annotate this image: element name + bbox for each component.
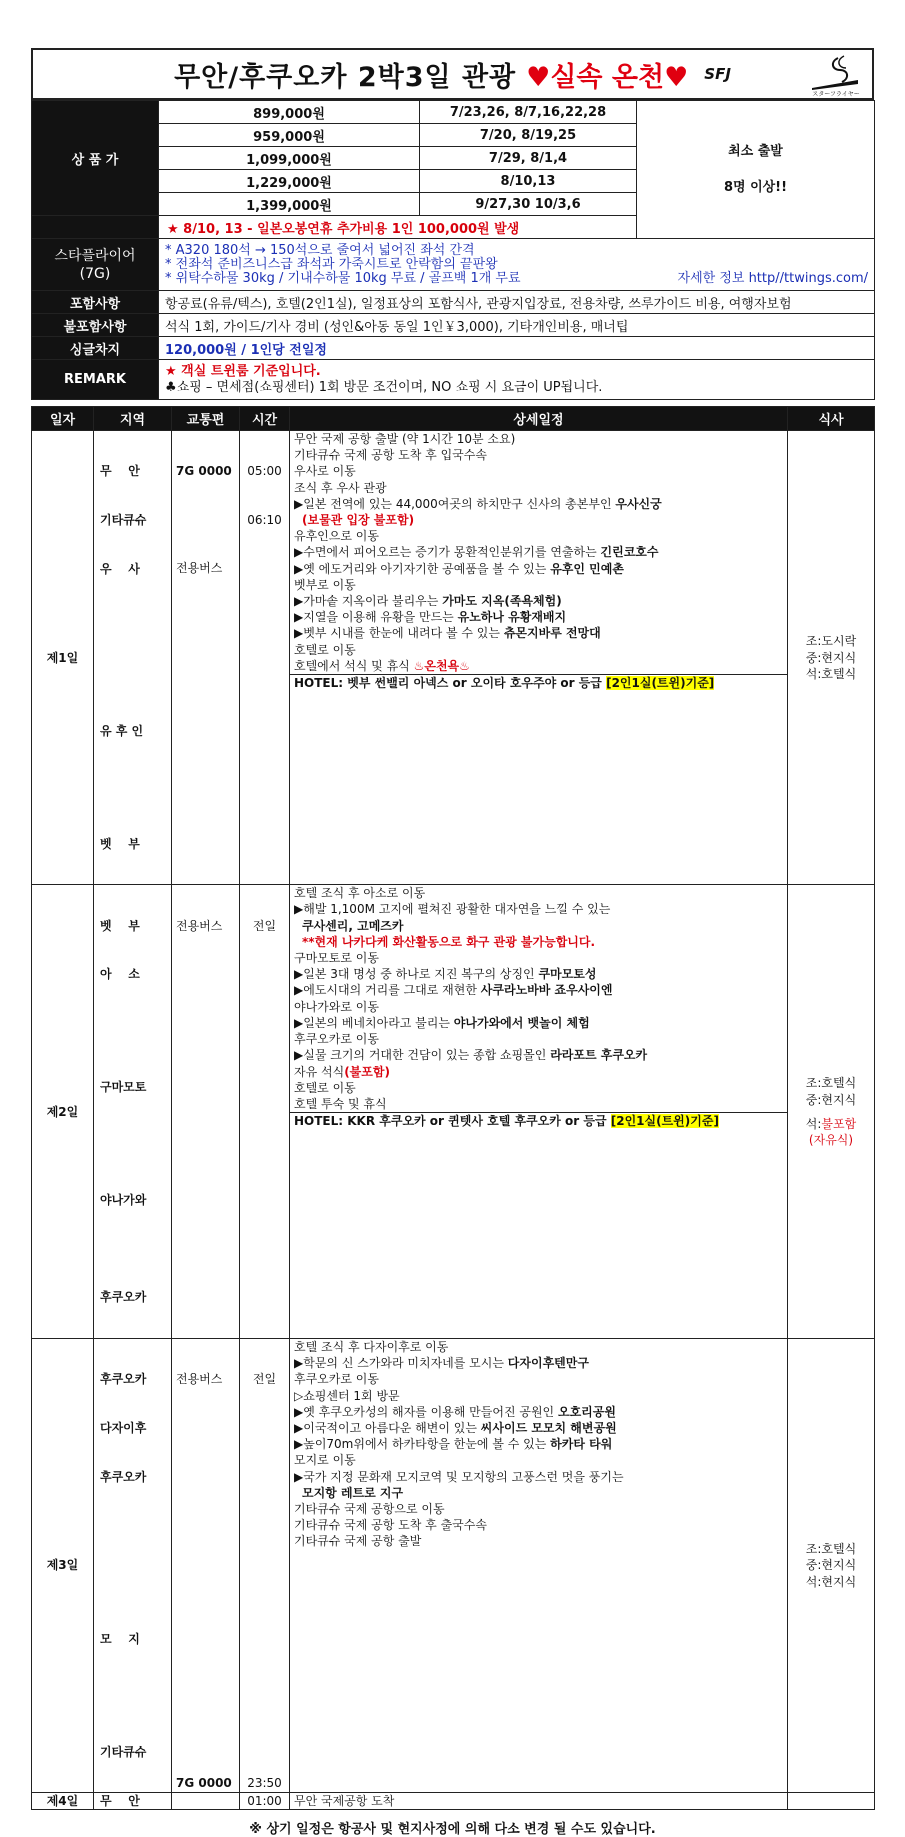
room-type: [2인1실(트윈)기준]: [610, 1114, 719, 1129]
detail-text: ▶실물 크기의 거대한 건담이 있는 종합 쇼핑몰인: [294, 1048, 547, 1063]
detail-text: ▶옛 후쿠오카성의 해자를 이용해 만들어진 공원인: [294, 1404, 555, 1419]
meal: 조:도시락: [805, 634, 857, 649]
attraction: 오호리공원: [557, 1404, 616, 1419]
attraction: 츄몬지바루 전망대: [503, 626, 601, 641]
detail-line: 쿠사센리, 고메즈카: [302, 918, 404, 933]
region: 기타큐슈: [100, 1744, 147, 1759]
single-label: 싱글차지: [32, 337, 159, 360]
detail-line: [294, 496, 787, 512]
minimum-line2: 8명 이상!!: [723, 179, 788, 195]
meal-note: (자유식): [808, 1132, 854, 1147]
region: 야나가와: [100, 1193, 147, 1208]
day1-regions: [94, 431, 172, 885]
detail-line: 조식 후 우사 관광: [294, 480, 387, 495]
attraction: 가마도 지옥(족욕체험): [442, 594, 562, 609]
price-4: 1,229,000원: [159, 170, 420, 193]
meal: 조:호텔식: [805, 1076, 857, 1091]
detail-line: 호텔로 이동: [294, 642, 356, 657]
region: 모 지: [100, 1631, 140, 1646]
surcharge-note: ★ 8/10, 13 - 일본오봉연휴 추가비용 1인 100,000원 발생: [159, 216, 637, 239]
detail-line: [294, 1064, 787, 1080]
remark-line-2: ♣쇼핑 – 면세점(쇼핑센터) 1회 방문 조건이며, NO 쇼핑 시 요금이 UP됩니다.: [165, 379, 603, 395]
attraction: 긴린코호수: [600, 545, 659, 560]
detail-line: [294, 1436, 787, 1452]
detail-line: 호텔 조식 후 아소로 이동: [294, 886, 426, 901]
day-4: 제4일: [32, 1793, 94, 1810]
day4-meals: [788, 1793, 875, 1810]
minimum-departure: [637, 101, 875, 239]
starflyer-logo-icon: [808, 54, 864, 98]
remark-label: REMARK: [32, 360, 159, 400]
meal-excluded: 불포함: [821, 1116, 857, 1131]
detail-text: ▶높이70m위에서 하카타항을 한눈에 볼 수 있는: [294, 1437, 547, 1452]
detail-text: ▶학문의 신 스가와라 미치자네를 모시는: [294, 1356, 504, 1371]
detail-line: 구마모토로 이동: [294, 951, 379, 966]
meal: 석:현지식: [805, 1574, 857, 1589]
excluded-text: 석식 1회, 가이드/기사 경비 (성인&아동 동일 1인￥3,000), 기타개인비용, 매너팁: [159, 314, 875, 337]
attraction: 쿠마모토성: [538, 967, 597, 982]
detail-text: ▶지열을 이용해 유황을 만드는: [294, 610, 454, 625]
time: 23:50: [247, 1776, 282, 1790]
remark-line-1: ★ 객실 트윈룸 기준입니다.: [165, 363, 321, 379]
title-highlight: ♥실속 온천♥: [526, 61, 689, 93]
detail-text: ▶벳부 시내를 한눈에 내려다 볼 수 있는: [294, 626, 500, 641]
time: 05:00: [247, 464, 282, 479]
day2-detail: [290, 885, 788, 1339]
day4-region: 무 안: [94, 1793, 172, 1810]
minimum-line1: 최소 출발: [728, 143, 783, 159]
detail-line: (보물관 입장 불포함): [302, 513, 415, 528]
brand-label: SFJ: [704, 65, 731, 83]
detail-line: [294, 966, 787, 982]
region: 벳 부: [100, 918, 140, 933]
header-region: 지역: [94, 407, 172, 431]
page-title: 무안/후쿠오카 2박3일 관광: [174, 61, 517, 93]
itinerary-table: [31, 406, 875, 1810]
region: 아 소: [100, 967, 140, 982]
starflyer-link[interactable]: 자세한 정보 http//ttwings.com/: [677, 270, 868, 286]
flight-number: 7G 0000: [176, 464, 232, 479]
detail-line: 후쿠오카로 이동: [294, 1372, 379, 1387]
detail-line: 기타큐슈 국제 공항 도착 후 출국수속: [294, 1518, 487, 1533]
detail-line: 유후인으로 이동: [294, 529, 379, 544]
starflyer-label: [32, 239, 159, 291]
itinerary-page: [31, 48, 874, 1837]
detail-line: 후쿠오카로 이동: [294, 1032, 379, 1047]
detail-line: [294, 593, 787, 609]
header-day: 일자: [32, 407, 94, 431]
attraction: 유후인 민예촌: [550, 561, 624, 576]
logo-text: スターフライヤー: [812, 91, 860, 98]
day1-hotel: [290, 674, 787, 691]
starflyer-line-2: * 전좌석 준비즈니스급 좌석과 가죽시트로 안락함의 끝판왕: [165, 256, 498, 272]
detail-text: ▶옛 에도거리와 아기자기한 공예품을 볼 수 있는: [294, 561, 547, 576]
attraction: 다자이후텐만구: [507, 1356, 589, 1371]
meal: 중:현지식: [805, 1558, 857, 1573]
attraction: 라라포트 후쿠오카: [550, 1048, 648, 1063]
region: 벳 부: [100, 836, 140, 851]
transport: 전용버스: [176, 561, 223, 576]
detail-line: 기타큐슈 국제 공항으로 이동: [294, 1501, 445, 1516]
detail-line: ▶국가 지정 문화재 모지코역 및 모지항의 고풍스런 멋을 풍기는: [294, 1469, 624, 1484]
detail-line: [294, 1420, 787, 1436]
detail-line: [294, 561, 787, 577]
detail-line: [294, 658, 787, 674]
time: 전일: [252, 1372, 277, 1387]
not-included: (불포함): [344, 1064, 390, 1079]
detail-line: [294, 1015, 787, 1031]
day3-transport: [172, 1338, 240, 1792]
region: 무 안: [100, 464, 140, 479]
detail-text: ▶일본 전역에 있는 44,000여곳의 하치만구 신사의 총본부인: [294, 496, 612, 511]
detail-line: [294, 1404, 787, 1420]
detail-line: ▶해발 1,100M 고지에 펼쳐진 광활한 대자연을 느낄 수 있는: [294, 902, 611, 917]
detail-text: ▶에도시대의 거리를 그대로 재현한: [294, 983, 477, 998]
day1-detail: [290, 431, 788, 885]
detail-text: ▶수면에서 피어오르는 증기가 몽환적인분위기를 연출하는: [294, 545, 597, 560]
single-text: 120,000원 / 1인당 전일정: [159, 337, 875, 360]
attraction: 야나가와에서 뱃놀이 체험: [453, 1015, 590, 1030]
region: 후쿠오카: [100, 1469, 147, 1484]
meal: 중:현지식: [805, 1092, 857, 1107]
onsen-badge: ♨온천욕♨: [413, 658, 470, 673]
day2-times: [240, 885, 290, 1339]
starflyer-line-3: * 위탁수하물 30kg / 기내수하물 10kg 무료 / 골프백 1개 무료: [165, 270, 521, 286]
included-label: 포함사항: [32, 291, 159, 314]
dates-1: 7/23,26, 8/7,16,22,28: [420, 101, 637, 124]
detail-text: ▶일본의 베네치아라고 불리는: [294, 1015, 450, 1030]
detail-line: 우사로 이동: [294, 464, 356, 479]
info-table: [31, 100, 875, 400]
detail-line: 호텔로 이동: [294, 1080, 356, 1095]
dates-2: 7/20, 8/19,25: [420, 124, 637, 147]
region: 우 사: [100, 561, 140, 576]
region: 유 후 인: [100, 723, 144, 738]
price-label: 상 품 가: [32, 101, 159, 216]
hotel-name: HOTEL: KKR 후쿠오카 or 퀸텟사 호텔 후쿠오카 or 등급: [294, 1114, 607, 1129]
transport: 전용버스: [176, 918, 223, 933]
dates-4: 8/10,13: [420, 170, 637, 193]
region: 다자이후: [100, 1420, 147, 1435]
price-5: 1,399,000원: [159, 193, 420, 216]
day2-hotel: [290, 1112, 787, 1129]
day-1: 제1일: [32, 431, 94, 885]
detail-line: 기타큐슈 국제 공항 도착 후 입국수속: [294, 448, 487, 463]
detail-text: ▶일본 3대 명성 중 하나로 지진 복구의 상징인: [294, 967, 535, 982]
title-bar: [31, 48, 874, 100]
starflyer-label-1: 스타플라이어: [54, 247, 136, 264]
day1-transport: [172, 431, 240, 885]
detail-line: [294, 982, 787, 998]
time: 06:10: [247, 513, 282, 528]
meal: 중:현지식: [805, 650, 857, 665]
room-type: [2인1실(트윈)기준]: [606, 676, 715, 691]
detail-text: 호텔에서 석식 및 휴식: [294, 658, 410, 673]
day3-meals: [788, 1338, 875, 1792]
header-meals: 식사: [788, 407, 875, 431]
region: 후쿠오카: [100, 1290, 147, 1305]
footer-note: ※ 상기 일정은 항공사 및 현지사정에 의해 다소 변경 될 수도 있습니다.: [249, 1822, 656, 1837]
header-detail: 상세일정: [290, 407, 788, 431]
header-time: 시간: [240, 407, 290, 431]
detail-text: 자유 석식: [294, 1064, 345, 1079]
dates-5: 9/27,30 10/3,6: [420, 193, 637, 216]
detail-line: [294, 1355, 787, 1371]
dates-3: 7/29, 8/1,4: [420, 147, 637, 170]
attraction: 하카타 타워: [550, 1437, 613, 1452]
detail-text: ▶이국적이고 아름다운 해변이 있는: [294, 1420, 477, 1435]
flight-number: 7G 0000: [176, 1776, 232, 1790]
detail-line: **현재 나카다케 화산활동으로 화구 관광 불가능합니다.: [302, 934, 596, 949]
price-3: 1,099,000원: [159, 147, 420, 170]
hotel-name: HOTEL: 벳부 썬밸리 아넥스 or 오이타 호우주야 or 등급: [294, 676, 602, 691]
time: 전일: [252, 918, 277, 933]
detail-line: 모지로 이동: [294, 1453, 356, 1468]
price-2: 959,000원: [159, 124, 420, 147]
excluded-label: 불포함사항: [32, 314, 159, 337]
detail-line: [294, 625, 787, 641]
included-text: 항공료(유류/텍스), 호텔(2인1실), 일정표상의 포함식사, 관광지입장료, 전용차량, 쓰루가이드 비용, 여행자보험: [159, 291, 875, 314]
detail-line: 기타큐슈 국제 공항 출발: [294, 1534, 422, 1549]
day3-times: [240, 1338, 290, 1792]
attraction: 유노하나 유황재배지: [457, 610, 567, 625]
detail-text: ▶가마솥 지옥이라 불리우는: [294, 594, 439, 609]
meal: 석:: [805, 1116, 822, 1131]
day2-regions: [94, 885, 172, 1339]
region: 기타큐슈: [100, 513, 147, 528]
detail-line: [294, 609, 787, 625]
detail-line: 모지항 레트로 지구: [302, 1485, 404, 1500]
region: 후쿠오카: [100, 1372, 147, 1387]
detail-line: 호텔 투숙 및 휴식: [294, 1096, 387, 1111]
starflyer-info: [159, 239, 875, 291]
day3-detail: [290, 1338, 788, 1792]
starflyer-line-1: * A320 180석 → 150석으로 줄여서 넓어진 좌석 간격: [165, 242, 475, 258]
detail-line: 야나가와로 이동: [294, 999, 379, 1014]
detail-line: 무안 국제 공항 출발 (약 1시간 10분 소요): [294, 432, 516, 446]
price-1: 899,000원: [159, 101, 420, 124]
detail-line: ▷쇼핑센터 1회 방문: [294, 1388, 400, 1403]
day2-transport: [172, 885, 240, 1339]
transport: 전용버스: [176, 1372, 223, 1387]
detail-line: [294, 1047, 787, 1063]
meal: 석:호텔식: [805, 666, 857, 681]
remark-text: [159, 360, 875, 400]
day3-regions: [94, 1338, 172, 1792]
day-2: 제2일: [32, 885, 94, 1339]
attraction: 사쿠라노바바 죠우사이엔: [480, 983, 613, 998]
day2-meals: [788, 885, 875, 1339]
attraction: 우사신궁: [615, 496, 662, 511]
detail-line: [294, 544, 787, 560]
day1-meals: [788, 431, 875, 885]
price-label-spacer: [32, 216, 159, 239]
region: 구마모토: [100, 1080, 147, 1095]
day4-transport: [172, 1793, 240, 1810]
detail-line: 벳부로 이동: [294, 577, 356, 592]
day-3: 제3일: [32, 1338, 94, 1792]
attraction: 씨사이드 모모치 해변공원: [480, 1420, 617, 1435]
detail-line: 호텔 조식 후 다자이후로 이동: [294, 1339, 449, 1354]
meal: 조:호텔식: [805, 1542, 857, 1557]
day4-detail: 무안 국제공항 도착: [290, 1793, 788, 1810]
day1-times: [240, 431, 290, 885]
starflyer-label-2: (7G): [79, 265, 111, 282]
day4-time: 01:00: [240, 1793, 290, 1810]
header-transport: 교통편: [172, 407, 240, 431]
